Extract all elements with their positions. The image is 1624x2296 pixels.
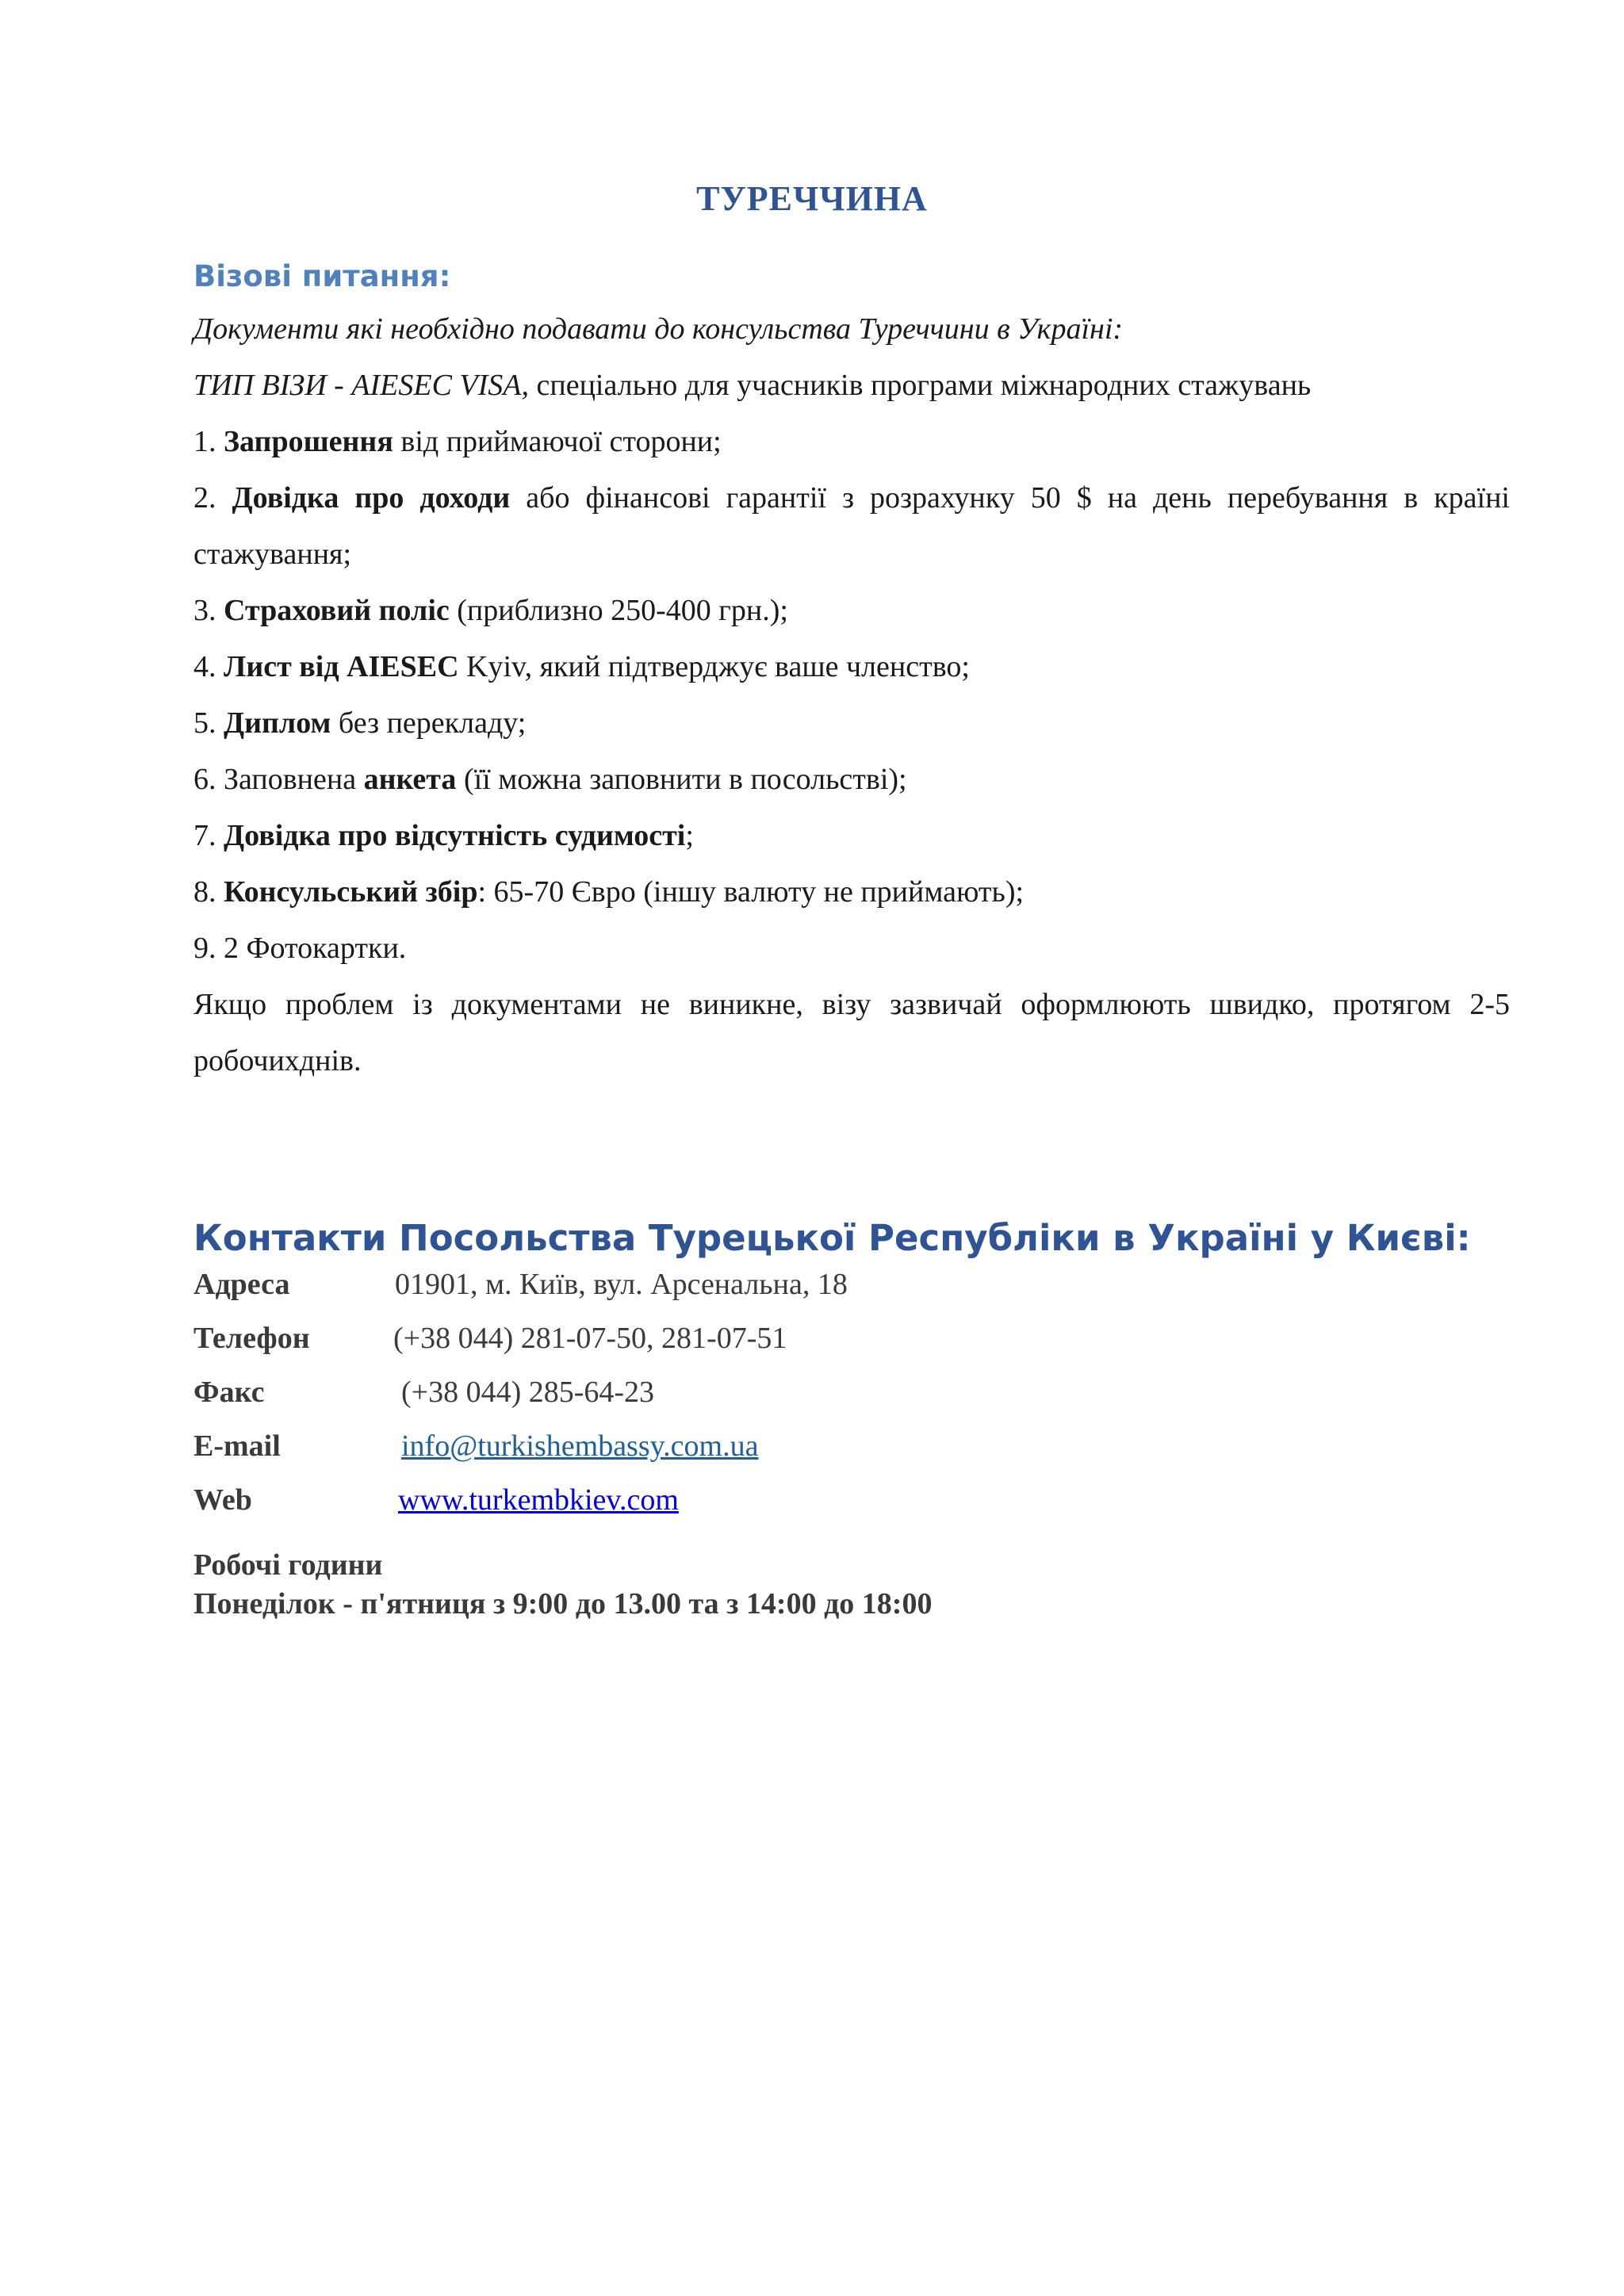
visa-requirements (193, 301, 1510, 1089)
working-hours (193, 1546, 932, 1624)
document-number: 4. (193, 650, 224, 683)
document-name: Диплом (224, 706, 331, 740)
working-hours-value: Понеділок - п'ятниця з 9:00 до 13.00 та з 14:00 до 18:00 (193, 1587, 933, 1621)
working-hours-label: Робочі години (193, 1548, 383, 1582)
document-number: 1. (193, 425, 224, 458)
document-number: 5. (193, 706, 224, 740)
document-detail: : 65-70 Євро (іншу валюту не приймають); (477, 875, 1025, 909)
fax-value: (+38 044) 285-64-23 (401, 1376, 655, 1409)
document-detail: від приймаючої сторони; (393, 425, 722, 458)
document-name: Довідка про відсутність судимості (224, 819, 686, 852)
contact-row-phone (193, 1321, 1510, 1375)
address-value: 01901, м. Київ, вул. Арсенальна, 18 (395, 1268, 848, 1301)
web-label: Web (193, 1483, 252, 1517)
documents-list (193, 414, 1510, 977)
document-item-2 (193, 470, 1510, 583)
document-detail: Kyiv, який підтверджує ваше членство; (458, 650, 970, 683)
document-number: 6. Заповнена (193, 763, 364, 796)
website-link[interactable]: www.turkembkiev.com (398, 1483, 679, 1517)
document-item-7 (193, 808, 1510, 864)
document-item-9 (193, 920, 1510, 977)
visa-type-label: ТИП ВІЗИ - AIESEC VISA, (193, 369, 530, 402)
document-item-5 (193, 695, 1510, 752)
phone-value: (+38 044) 281-07-50, 281-07-51 (393, 1322, 787, 1355)
documents-intro: Документи які необхідно подавати до консульства Туреччини в Україні: (193, 312, 1124, 346)
document-name: Довідка про доходи (232, 481, 511, 515)
contacts-heading: Контакти Посольства Турецької Республіки в Україні у Києві: (193, 1217, 1471, 1259)
contact-row-web (193, 1483, 1510, 1536)
document-number: 8. (193, 875, 224, 909)
contact-row-email (193, 1429, 1510, 1483)
contact-row-fax (193, 1375, 1510, 1429)
document-detail: без перекладу; (331, 706, 527, 740)
processing-note: Якщо проблем із документами не виникне, візу зазвичай оформлюють швидко, протягом 2-5 робочихднів. (193, 988, 1510, 1077)
contacts-table (193, 1267, 1510, 1536)
document-number: 3. (193, 594, 224, 627)
visa-section-heading: Візові питання: (193, 259, 451, 293)
document-number: 2. (193, 481, 232, 515)
visa-type-description: спеціально для учасників програми міжнародних стажувань (529, 369, 1312, 402)
address-label: Адреса (193, 1268, 290, 1301)
email-label: E-mail (193, 1429, 281, 1463)
document-name: Запрошення (224, 425, 393, 458)
email-link[interactable]: info@turkishembassy.com.ua (401, 1429, 759, 1463)
document-item-1 (193, 414, 1510, 470)
document-name: Лист від AIESEC (224, 650, 459, 683)
phone-label: Телефон (193, 1322, 310, 1355)
document-number: 7. (193, 819, 224, 852)
document-detail: (приблизно 250-400 грн.); (449, 594, 788, 627)
document-name: Страховий поліс (224, 594, 450, 627)
fax-label: Факс (193, 1376, 265, 1409)
document-detail: або фінансові гарантії з розрахунку 50 $ на день перебування в країні стажування; (193, 481, 1510, 571)
document-detail: ; (685, 819, 694, 852)
visa-type-line (193, 358, 1510, 414)
document-name: Консульський збір (224, 875, 478, 909)
document-number: 9. 2 Фотокартки. (193, 932, 407, 965)
document-item-6 (193, 752, 1510, 808)
document-item-8 (193, 864, 1510, 920)
page-title: ТУРЕЧЧИНА (696, 179, 928, 218)
document-detail: (її можна заповнити в посольстві); (456, 763, 907, 796)
document-item-4 (193, 639, 1510, 695)
contact-row-address (193, 1267, 1510, 1321)
document-name: анкета (363, 763, 457, 796)
document-item-3 (193, 583, 1510, 639)
